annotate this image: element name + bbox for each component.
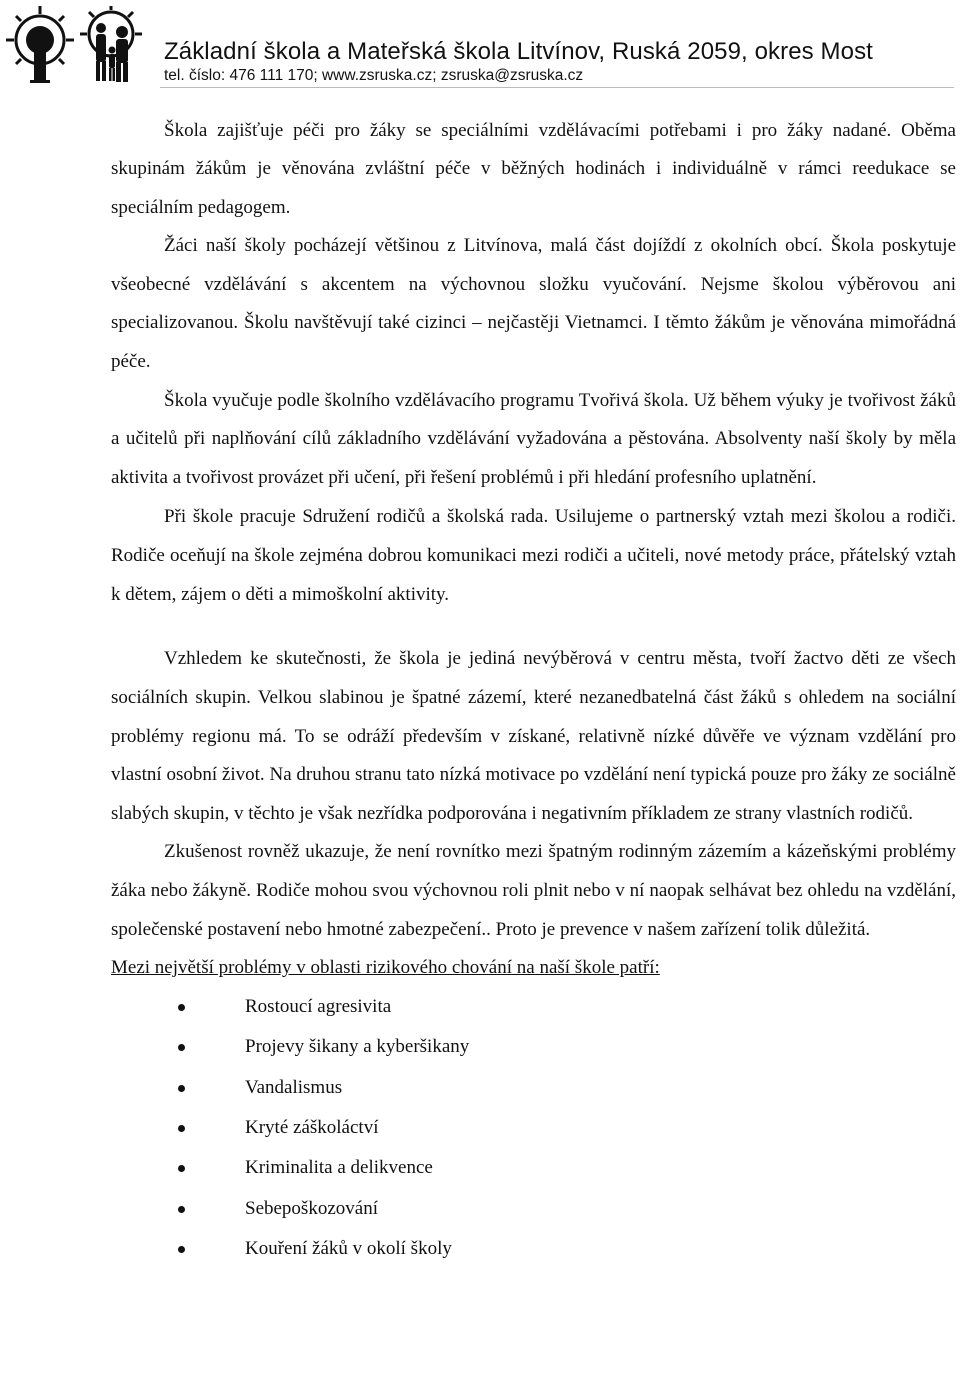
- sun-family-logo: [4, 6, 154, 84]
- school-contact: tel. číslo: 476 111 170; www.zsruska.cz; zsruska@zsruska.cz: [164, 67, 584, 84]
- bullet-icon: [178, 1246, 185, 1253]
- bullet-icon: [178, 1165, 185, 1172]
- school-logos: [4, 6, 154, 84]
- header-divider: [160, 87, 954, 88]
- list-item: [111, 1229, 956, 1269]
- document-body: [111, 112, 956, 1269]
- paragraph-social-background: Vzhledem ke skutečnosti, že škola je jediná nevýběrová v centru města, tvoří žactvo děti ze všech sociálních skupin. Velkou slabinou je špatné zázemí, které nezanedbatelná část žáků s ohledem na sociální problémy regionu má. To se odráží především v získané, relativně nízké důvěře ve význam vzdělání pro vlastní osobní život. Na druhou stranu tato nízká motivace po vzdělání není typická pouze pro žáky ze sociálně slabých skupin, v těchto je však nezřídka podporována i negativním příkladem ze strany vlastních rodičů.: [111, 648, 956, 824]
- paragraph-pupils-origin: Žáci naší školy pocházejí většinou z Litvínova, malá část dojíždí z okolních obcí. Škola poskytuje všeobecné vzdělávání s akcentem na výchovnou složku vyučování. Nejsme školou výběrovou ani specializovanou. Školu navštěvují také cizinci – nejčastěji Vietnamci. I těmto žákům je věnována mimořádná péče.: [111, 235, 956, 372]
- paragraph-experience: Zkušenost rovněž ukazuje, že není rovnítko mezi špatným rodinným zázemím a kázeňskými problémy žáka nebo žákyně. Rodiče mohou svou výchovnou roli plnit nebo v ní naopak selhávat bez ohledu na vzdělání, společenské postavení nebo hmotné zabezpečení.. Proto je prevence v našem zařízení tolik důležitá.: [111, 841, 956, 940]
- list-item: [111, 1189, 956, 1229]
- list-item-label: Projevy šikany a kyberšikany: [245, 1036, 470, 1058]
- paragraph-curriculum: Škola vyučuje podle školního vzdělávacího programu Tvořivá škola. Už během výuky je tvořivost žáků a učitelů při naplňování cílů základního vzdělávání vyžadována a pěstována. Absolventy naší školy by měla aktivita a tvořivost provázet při učení, při řešení problémů i při hledání profesního uplatnění.: [111, 389, 956, 489]
- list-item: [111, 1068, 956, 1108]
- list-item: [111, 987, 956, 1027]
- list-item: [111, 1027, 956, 1067]
- bullet-icon: [178, 1085, 185, 1092]
- list-item-label: Vandalismus: [245, 1076, 343, 1098]
- list-item-label: Kouření žáků v okolí školy: [245, 1237, 452, 1259]
- list-item: [111, 1148, 956, 1188]
- school-name: Základní škola a Mateřská škola Litvínov, Ruská 2059, okres Most: [164, 38, 873, 65]
- list-item-label: Sebepoškozování: [245, 1197, 378, 1219]
- risk-list-heading: Mezi největší problémy v oblasti rizikového chování na naší škole patří:: [111, 957, 660, 979]
- list-item-label: Rostoucí agresivita: [245, 996, 392, 1018]
- document-header: [164, 38, 954, 85]
- risk-list: [111, 987, 956, 1269]
- bullet-icon: [178, 1206, 185, 1213]
- bullet-icon: [178, 1044, 185, 1051]
- bullet-icon: [178, 1004, 185, 1011]
- paragraph-parents: Při škole pracuje Sdružení rodičů a školská rada. Usilujeme o partnerský vztah mezi školou a rodiči. Rodiče oceňují na škole zejména dobrou komunikaci mezi rodiči a učiteli, nové metody práce, přátelský vztah k dětem, zájem o děti a mimoškolní aktivity.: [111, 505, 956, 605]
- paragraph-special-needs: Škola zajišťuje péči pro žáky se speciálními vzdělávacími potřebami i pro žáky nadané. Oběma skupinám žákům je věnována zvláštní péče v běžných hodinách i individuálně v rámci reedukace se speciálním pedagogem.: [111, 120, 956, 218]
- list-item-label: Kriminalita a delikvence: [245, 1157, 433, 1179]
- list-item: [111, 1108, 956, 1148]
- list-item-label: Kryté záškoláctví: [245, 1117, 379, 1139]
- bullet-icon: [178, 1125, 185, 1132]
